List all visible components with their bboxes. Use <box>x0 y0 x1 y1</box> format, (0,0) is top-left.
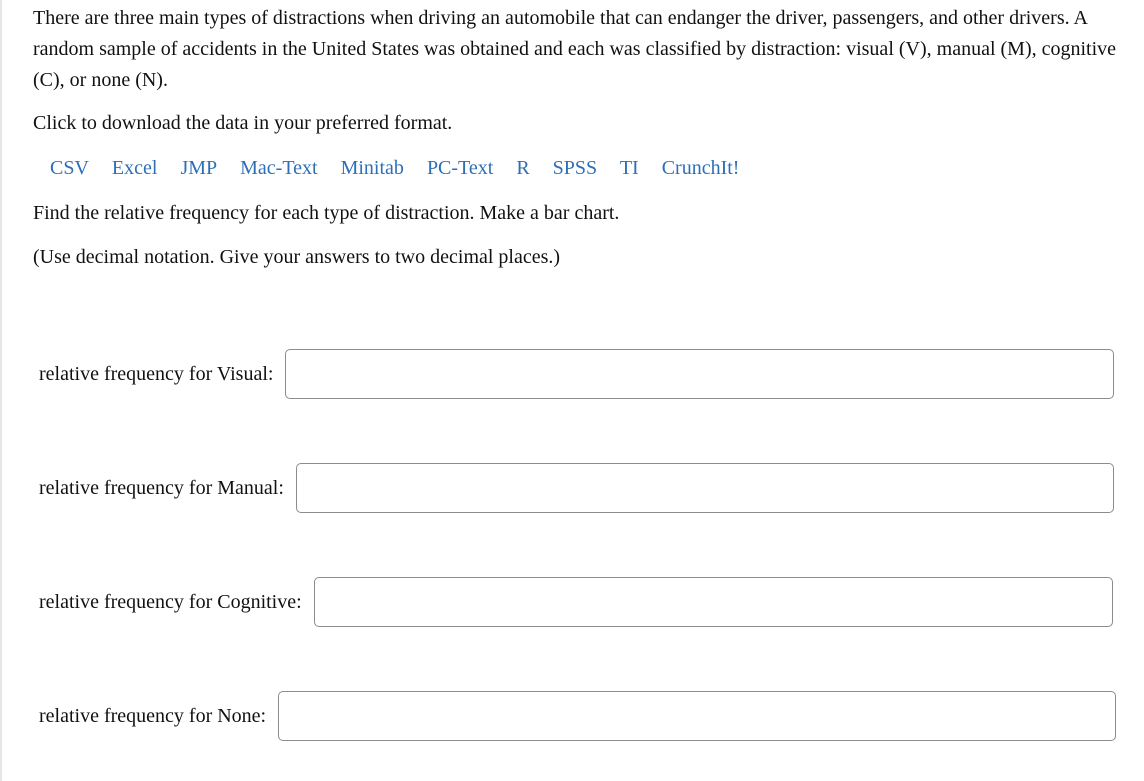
manual-relative-frequency-input[interactable] <box>296 463 1114 513</box>
download-prompt: Click to download the data in your preferred format. <box>33 112 453 134</box>
download-link-csv[interactable]: CSV <box>50 157 89 179</box>
download-link-r[interactable]: R <box>516 157 530 179</box>
cognitive-field-label: relative frequency for Cognitive: <box>39 591 302 613</box>
left-border <box>0 0 2 781</box>
download-link-excel[interactable]: Excel <box>111 157 158 179</box>
none-field-row <box>39 691 1116 741</box>
visual-field-label: relative frequency for Visual: <box>39 363 274 385</box>
download-link-minitab[interactable]: Minitab <box>340 157 404 179</box>
manual-field-row <box>39 463 1114 513</box>
download-link-jmp[interactable]: JMP <box>180 157 218 179</box>
notation-note: (Use decimal notation. Give your answers to two decimal places.) <box>33 246 561 268</box>
cognitive-field-row <box>39 577 1113 627</box>
download-link-ti[interactable]: TI <box>619 157 639 179</box>
download-link-mac-text[interactable]: Mac-Text <box>240 157 318 179</box>
download-links <box>50 155 757 181</box>
question-intro: There are three main types of distractions when driving an automobile that can endanger the driver, passengers, and other drivers. A random sample of accidents in the United States was obtained and each was classified by distraction: visual (V), manual (M), cognitive (C), or none (N). <box>33 7 1117 91</box>
download-link-spss[interactable]: SPSS <box>552 157 598 179</box>
download-link-pc-text[interactable]: PC-Text <box>426 157 494 179</box>
instruction-text: Find the relative frequency for each type of distraction. Make a bar chart. <box>33 202 620 224</box>
question-content <box>33 0 1133 727</box>
manual-field-label: relative frequency for Manual: <box>39 477 284 499</box>
visual-field-row <box>39 349 1114 399</box>
none-relative-frequency-input[interactable] <box>278 691 1116 741</box>
download-link-crunchit[interactable]: CrunchIt! <box>661 157 740 179</box>
visual-relative-frequency-input[interactable] <box>285 349 1114 399</box>
cognitive-relative-frequency-input[interactable] <box>314 577 1113 627</box>
none-field-label: relative frequency for None: <box>39 705 267 727</box>
